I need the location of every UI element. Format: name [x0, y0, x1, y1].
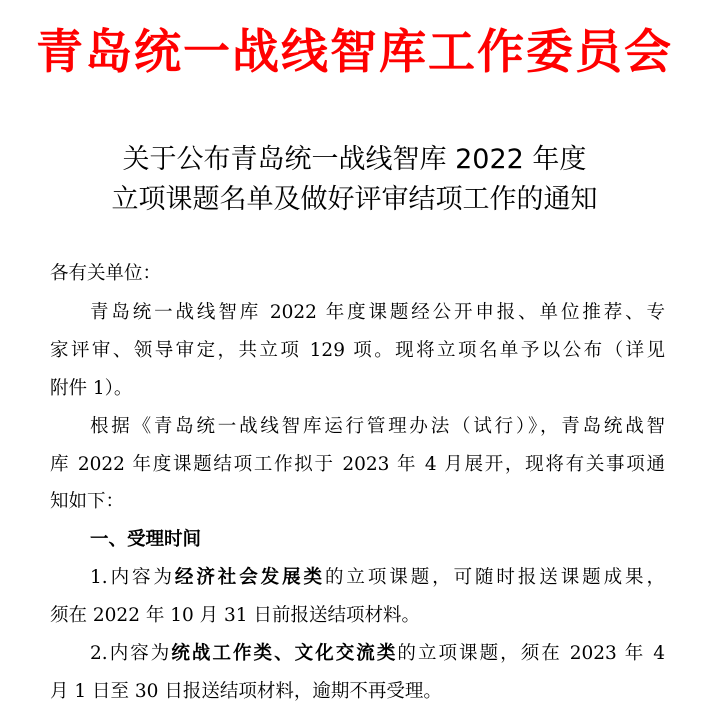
item-2-emphasis: 统战工作类、文化交流类: [171, 643, 398, 664]
paragraph-1-line-1: 青岛统一战线智库 2022 年度课题经公开申报、单位推荐、专: [90, 302, 665, 323]
paragraph-2-line-3: 知如下：: [50, 491, 125, 512]
paragraph-1-line-2: 家评审、领导审定，共立项 129 项。现将立项名单予以公布（详见: [50, 340, 665, 361]
item-1-line-1: [90, 569, 665, 588]
item-1-prefix: 1.内容为: [90, 567, 175, 588]
document-title-line-2: 立项课题名单及做好评审结项工作的通知: [111, 184, 598, 215]
item-2-line-1: [90, 645, 665, 664]
item-1-emphasis: 经济社会发展类: [174, 567, 325, 588]
document-title-line-1: 关于公布青岛统一战线智库 2022 年度: [122, 144, 587, 175]
item-2-line-2: 月 1 日至 30 日报送结项材料，逾期不再受理。: [50, 681, 442, 702]
masthead: [0, 14, 709, 90]
section-1-heading: 一、受理时间: [90, 529, 202, 550]
item-2-suffix: 的立项课题，须在 2023 年 4: [397, 643, 665, 664]
item-2-prefix: 2.内容为: [90, 643, 172, 664]
paragraph-2-line-1: 根据《青岛统一战线智库运行管理办法（试行）》，青岛统战智: [90, 416, 665, 437]
item-1-line-2: 须在 2022 年 10 月 31 日前报送结项材料。: [50, 605, 420, 626]
masthead-text: 青岛统一战线智库工作委员会: [36, 24, 673, 80]
paragraph-2-line-2: 库 2022 年度课题结项工作拟于 2023 年 4 月展开，现将有关事项通: [50, 454, 665, 475]
item-1-suffix: 的立项课题，可随时报送课题成果，: [324, 567, 665, 588]
salutation: 各有关单位：: [50, 263, 162, 284]
paragraph-1-line-3: 附件 1）。: [50, 378, 133, 399]
